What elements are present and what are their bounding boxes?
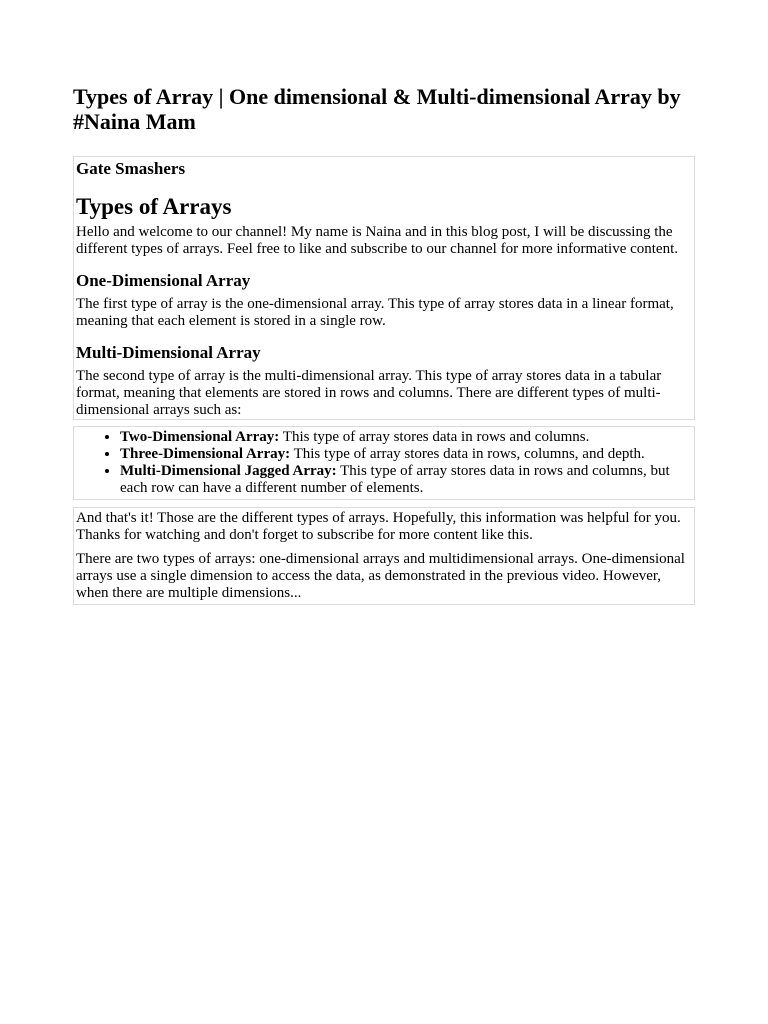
channel-name: Gate Smashers [76,159,186,178]
section-text-one-dimensional: The first type of array is the one-dimensional array. This type of array stores data in a linear format, meaning that each element is stored in a single row. [76,296,674,329]
transcript-excerpt: There are two types of arrays: one-dimensional arrays and multidimensional arrays. One-dimensional arrays use a single dimension to access the data, as demonstrated in the previous video. However, when there are multiple dimensions... [76,551,685,601]
article-main-box [73,156,695,420]
section-heading-multi-dimensional: Multi-Dimensional Array [76,343,261,362]
closing-box [73,507,695,605]
array-types-list-box [73,426,695,500]
list-item-desc: This type of array stores data in rows and columns. [279,429,590,445]
closing-paragraph: And that's it! Those are the different types of arrays. Hopefully, this information was helpful for you. Thanks for watching and don't forget to subscribe for more content like this. [76,510,681,543]
list-item-term: Multi-Dimensional Jagged Array: [120,463,337,479]
list-item [120,463,688,497]
main-heading: Types of Arrays [76,194,232,219]
page-title: Types of Array | One dimensional & Multi-dimensional Array by #Naina Mam [73,84,681,134]
list-item-desc: This type of array stores data in rows, columns, and depth. [290,446,645,462]
section-heading-one-dimensional: One-Dimensional Array [76,271,251,290]
section-text-multi-dimensional: The second type of array is the multi-dimensional array. This type of array stores data in a tabular format, meaning that elements are stored in rows and columns. There are different types of multi-dimensional arrays such as: [76,368,662,418]
list-item [120,446,688,463]
intro-paragraph: Hello and welcome to our channel! My name is Naina and in this blog post, I will be discussing the different types of arrays. Feel free to like and subscribe to our channel for more informative content. [76,224,679,257]
list-item-desc: This type of array stores data in rows and columns, but each row can have a different number of elements. [120,463,670,496]
array-types-list [74,429,688,497]
list-item-term: Three-Dimensional Array: [120,446,291,462]
list-item-term: Two-Dimensional Array: [120,429,280,445]
list-item [120,429,688,446]
